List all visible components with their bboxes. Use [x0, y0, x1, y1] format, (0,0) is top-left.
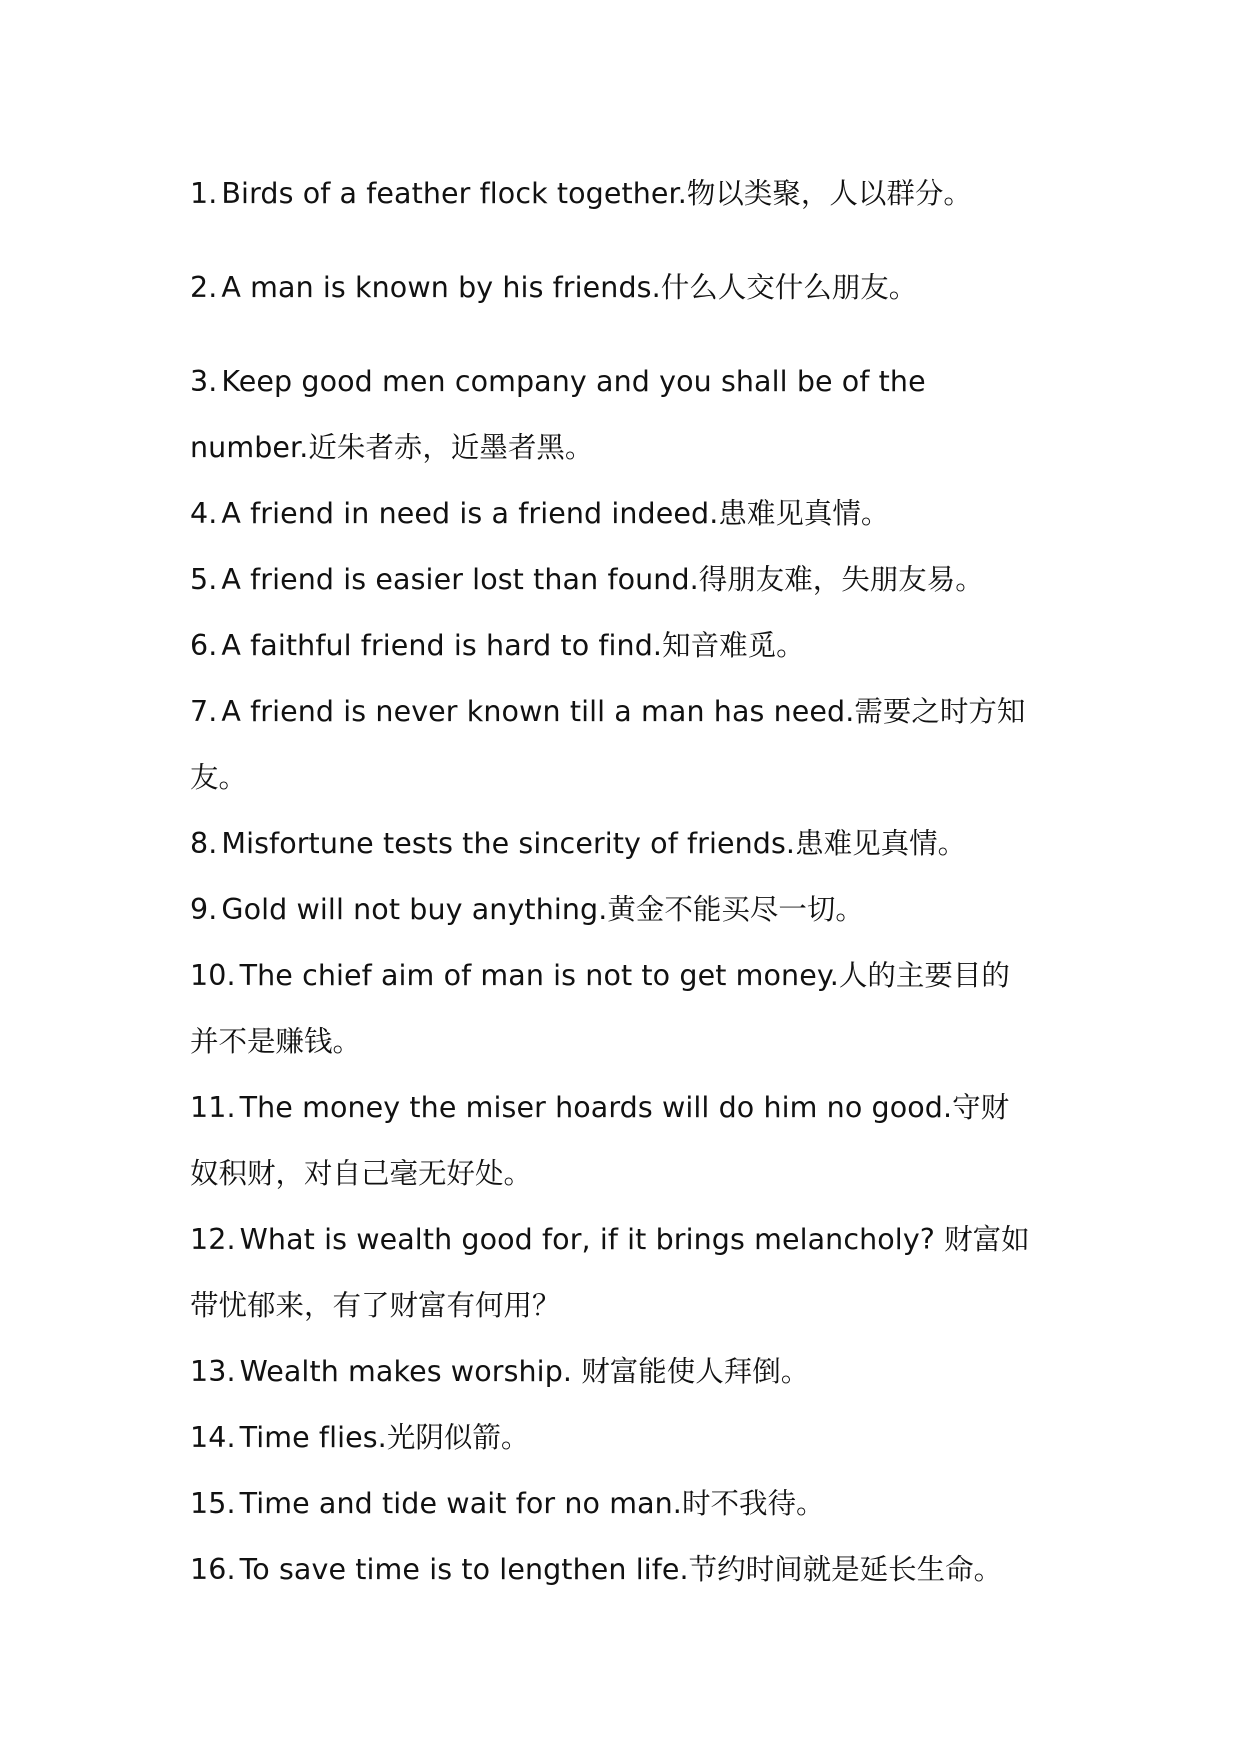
proverb-number: 4.	[190, 497, 218, 530]
proverb-english: Wealth makes worship.	[239, 1355, 582, 1388]
proverb-chinese: 财富如	[944, 1223, 1030, 1256]
proverb-continuation-line	[190, 1141, 532, 1207]
proverb-line	[190, 943, 1010, 1009]
proverb-english: Misfortune tests the sincerity of friends.	[221, 827, 796, 860]
proverb-continuation-line	[190, 1009, 361, 1075]
proverb-line	[190, 1207, 1030, 1273]
proverb-chinese-continued: 奴积财，对自己毫无好处。	[190, 1157, 533, 1190]
proverb-line	[190, 613, 805, 679]
proverb-number: 12.	[190, 1223, 236, 1256]
proverb-english: The money the miser hoards will do him no good.	[239, 1091, 953, 1124]
proverb-chinese: 患难见真情。	[718, 497, 890, 530]
proverb-line	[190, 1537, 1002, 1603]
proverb-number: 2.	[190, 271, 218, 304]
proverb-line	[190, 1075, 1009, 1141]
proverb-line	[190, 877, 864, 943]
proverb-english: What is wealth good for, if it brings melancholy?	[239, 1223, 945, 1256]
proverb-chinese: 什么人交什么朋友。	[660, 271, 918, 304]
proverb-english: A friend in need is a friend indeed.	[221, 497, 719, 530]
proverb-english: Keep good men company and you shall be of the	[221, 365, 926, 398]
proverb-line	[190, 1471, 824, 1537]
proverb-chinese: 守财	[952, 1091, 1010, 1124]
proverb-english: Time and tide wait for no man.	[239, 1487, 682, 1520]
proverb-continuation-line	[190, 1273, 561, 1339]
proverb-number: 5.	[190, 563, 218, 596]
proverb-line	[190, 255, 917, 321]
proverb-chinese: 人的主要目的	[838, 959, 1010, 992]
proverb-chinese: 知音难觅。	[662, 629, 805, 662]
proverb-number: 7.	[190, 695, 218, 728]
proverb-chinese: 节约时间就是延长生命。	[688, 1553, 1003, 1586]
proverb-number: 14.	[190, 1421, 236, 1454]
proverb-chinese: 近朱者赤，近墨者黑。	[308, 431, 594, 464]
proverb-chinese: 时不我待。	[681, 1487, 825, 1520]
proverb-chinese-continued: 并不是赚钱。	[190, 1025, 362, 1058]
proverb-number: 8.	[190, 827, 218, 860]
proverb-english: A faithful friend is hard to find.	[221, 629, 663, 662]
proverb-number: 15.	[190, 1487, 236, 1520]
proverb-number: 3.	[190, 365, 218, 398]
proverb-english: Birds of a feather flock together.	[221, 177, 687, 210]
proverb-chinese-continued: 友。	[190, 761, 248, 794]
proverb-chinese: 需要之时方知	[854, 695, 1026, 728]
proverb-line	[190, 481, 889, 547]
proverb-line	[190, 547, 984, 613]
proverb-number: 16.	[190, 1553, 236, 1586]
proverb-english: A friend is easier lost than found.	[221, 563, 699, 596]
proverb-line	[190, 679, 1025, 745]
proverb-continuation-line	[190, 415, 593, 481]
proverb-line	[190, 811, 966, 877]
proverb-chinese: 患难见真情。	[795, 827, 967, 860]
proverb-chinese: 物以类聚，人以群分。	[686, 177, 972, 210]
proverb-number: 9.	[190, 893, 218, 926]
proverb-line	[190, 1405, 529, 1471]
proverb-english: To save time is to lengthen life.	[239, 1553, 689, 1586]
proverb-english: A man is known by his friends.	[221, 271, 661, 304]
proverb-number: 6.	[190, 629, 218, 662]
proverb-english: The chief aim of man is not to get money.	[239, 959, 839, 992]
proverb-english: A friend is never known till a man has need.	[221, 695, 855, 728]
proverb-chinese: 光阴似箭。	[386, 1421, 530, 1454]
proverb-chinese: 黄金不能买尽一切。	[607, 893, 864, 926]
proverb-number: 13.	[190, 1355, 236, 1388]
proverb-number: 1.	[190, 177, 218, 210]
proverb-line	[190, 1339, 809, 1405]
proverb-number: 10.	[190, 959, 236, 992]
proverb-line	[190, 161, 972, 227]
proverb-chinese: 财富能使人拜倒。	[581, 1355, 810, 1388]
proverb-chinese-continued: 带忧郁来，有了财富有何用？	[190, 1289, 561, 1322]
proverb-english: Gold will not buy anything.	[221, 893, 608, 926]
proverb-line	[190, 349, 926, 415]
proverb-chinese: 得朋友难，失朋友易。	[698, 563, 984, 596]
proverb-english-continued: number.	[190, 431, 309, 464]
proverb-continuation-line	[190, 745, 247, 811]
proverb-number: 11.	[190, 1091, 236, 1124]
proverb-english: Time flies.	[239, 1421, 387, 1454]
